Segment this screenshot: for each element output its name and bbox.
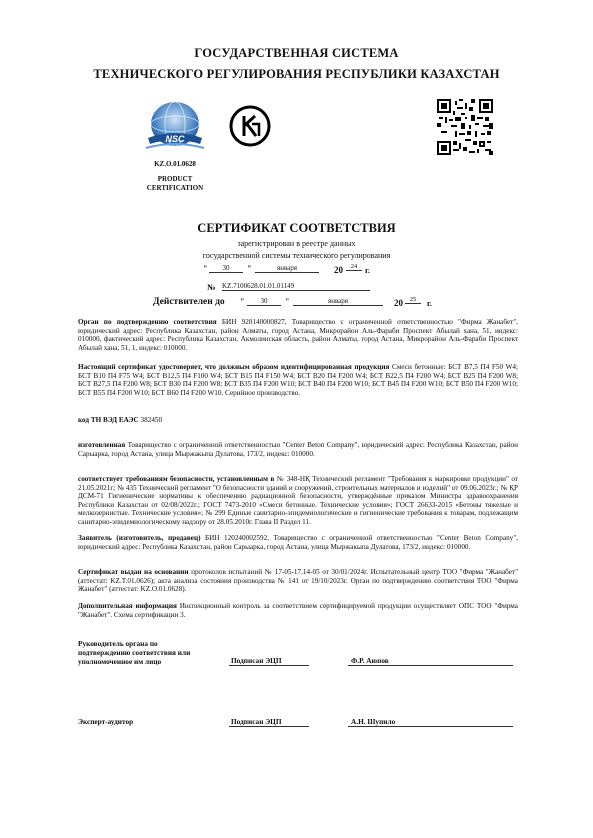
valid-year-suffix: 25 — [405, 296, 421, 304]
applicant-text: БИН 120240002592, Товарищество с ограниченной ответственностью "Center Beton Company", юридический адрес: Республика Казахстан, район Сарыарка, город Астана, улица Мыржакыпа Дулатова, 173/2, индекс: 010000. — [78, 534, 518, 551]
header-line-2: ТЕХНИЧЕСКОГО РЕГУЛИРОВАНИЯ РЕСПУБЛИКИ КАЗАХСТАН — [93, 67, 500, 81]
organ-text: БИН 920140000827, Товарищество с ограниченной ответственностью "Фирма Жанабет", юридический адрес: Республика Казахстан, район Алматы, город Астана, Микрорайон Аль-Фараби Проспект Абылай хана, 51, индекс: 010000, фактический адрес: Республика Казахстан, Акмолинская область, район Алматы, город Астана, Микрорайон Аль-Фараби Проспект Абылай хана, 51, 1, индекс: 010000. — [78, 318, 518, 352]
expert-name-line — [348, 726, 513, 727]
header-line-1: ГОСУДАРСТВЕННАЯ СИСТЕМА — [194, 46, 399, 60]
manufacturer-label: изготовленная — [78, 441, 126, 449]
reg-month: января — [255, 264, 319, 273]
valid-year-g: г. — [427, 298, 433, 308]
requirements-label: соответствует требованиям безопасности, установленным в — [78, 475, 275, 483]
reg-year-g: г. — [365, 265, 371, 275]
section-manufacturer — [78, 441, 518, 458]
head-sign-line — [229, 665, 309, 666]
head-line-1: Руководитель органа по — [78, 639, 158, 648]
section-applicant — [78, 534, 518, 551]
head-name-line — [348, 665, 513, 666]
head-sign: Подписан ЭЦП — [231, 656, 282, 665]
reg-number-value: KZ.7100628.01.01.01149 — [222, 282, 370, 291]
reg-day: 30 — [209, 264, 243, 273]
expert-sign-line — [229, 726, 309, 727]
product-text: Смеси бетонные: БСТ В7,5 П4 F50 W4; БСТ В10 П4 F75 W4; БСТ В12,5 П4 F100 W4; БСТ В15 П4 F150 W4; БСТ В20 П4 F200 W4; БСТ В22,5 П4 F200 W4; БСТ В25 П4 F200 W8; БСТ В27,5 П4 F200 W8; БСТ В30 П4 F200 W8; БСТ В35 П4 F200 W10; БСТ В40 П4 F200 W10; БСТ В45 П4 F200 W10; БСТ В50 П4 F200 W10; БСТ В55 П4 F200 W10; БСТ В60 П4 F200 W10. Серийное производство. — [78, 363, 518, 397]
reg-number-label: № — [207, 282, 216, 292]
valid-month: января — [293, 297, 383, 306]
organ-label: Орган по подтверждению соответствия — [78, 318, 217, 326]
section-requirements — [78, 475, 518, 527]
logo-product: PRODUCT — [157, 175, 193, 183]
certificate-title: СЕРТИФИКАТ СООТВЕТСТВИЯ — [197, 221, 396, 235]
basis-label: Сертификат выдан на основании — [78, 568, 189, 576]
valid-day: 30 — [247, 297, 281, 306]
logo-certification: CERTIFICATION — [146, 184, 204, 192]
globe-logo-icon — [140, 98, 210, 158]
applicant-label: Заявитель (изготовитель, продавец) — [78, 534, 201, 542]
section-tnved — [78, 416, 518, 425]
head-line-3: уполномоченное им лицо — [78, 657, 162, 666]
reg-year-suffix: 24 — [346, 263, 362, 271]
valid-year-prefix: 20 — [394, 298, 403, 308]
logo-code: KZ.O.01.0628 — [154, 160, 196, 168]
kz-conformity-mark-icon — [228, 104, 272, 148]
section-product — [78, 363, 518, 397]
reg-year-prefix: 20 — [334, 265, 343, 275]
qr-code-icon — [437, 99, 493, 155]
svg-text:NSC: NSC — [165, 134, 185, 144]
section-extra — [78, 602, 518, 619]
registered-line-1: зарегистрирован в реестре данных — [237, 239, 356, 248]
tnved-value: 382450 — [138, 416, 163, 424]
extra-label: Дополнительная информация — [78, 602, 177, 610]
extra-text: Инспекционный контроль за соответствием сертифицируемой продукции осуществляет ОПС ТОО "Фирма "Жанабет". Схема сертификации 3. — [78, 602, 518, 619]
section-organ — [78, 318, 518, 352]
head-title — [78, 639, 190, 666]
expert-name: А.Н. Шупило — [351, 717, 396, 726]
manufacturer-text: Товарищество с ограниченной ответственностью "Center Beton Company", юридический адрес: Республика Казахстан, район Сарыарка, город Астана, улица Мыржакыпа Дулатова, 173/2, индекс: 010000. — [78, 441, 518, 458]
registered-line-2: государственной системы технического регулирования — [202, 251, 391, 260]
head-line-2: подтверждению соответствия или — [78, 648, 191, 657]
requirements-text: № 348-НҚ Технический регламент "Требования к маркировке продукции" от 21.05.2021г; № 435 Технический регламент "О безопасности зданий и сооружений, строительных материалов и изделий" от 09.06.2023г.; № ҚР ДСМ-71 Гигиенические нормативы к обеспечению радиационной безопасности, утверждённые приказом Министра здравоохранения Республики Казахстан от 02/08/2022г.; ГОСТ 7473-2010 «Смеси бетонные. Технические условия»; ГОСТ 26633-2015 «Бетоны тяжелые и мелкозернистые. Технические условия»; № 299 Единые санитарно-эпидемиологические и гигиенические требования к товарам, подлежащим санитарно-эпидемиологическому надзору от 28.05.2010г. Глава II Раздел 11. — [78, 475, 518, 526]
tnved-label: код ТН ВЭД ЕАЭС — [78, 416, 139, 424]
basis-text: протоколов испытаний № 17-05-17.14-05 от 30/01/2024г. Испытательный центр ТОО "Фирма "Жанабет" (аттестат: KZ.T.01.0626); акта анализа состояния производства № 141 от 19/10/2023г. Орган по подтверждению соответствия ТОО "Фирма Жанабет" (аттестат: KZ.O.01.0628). — [78, 568, 519, 594]
valid-label: Действителен до — [153, 297, 225, 307]
expert-label: Эксперт-аудитор — [78, 717, 134, 726]
section-basis — [78, 568, 518, 594]
expert-sign: Подписан ЭЦП — [231, 717, 282, 726]
product-label: Настоящий сертификат удостоверяет, что должным образом идентифицированная продукция — [78, 363, 390, 371]
head-name: Ф.Р. Аюпов — [351, 656, 389, 665]
